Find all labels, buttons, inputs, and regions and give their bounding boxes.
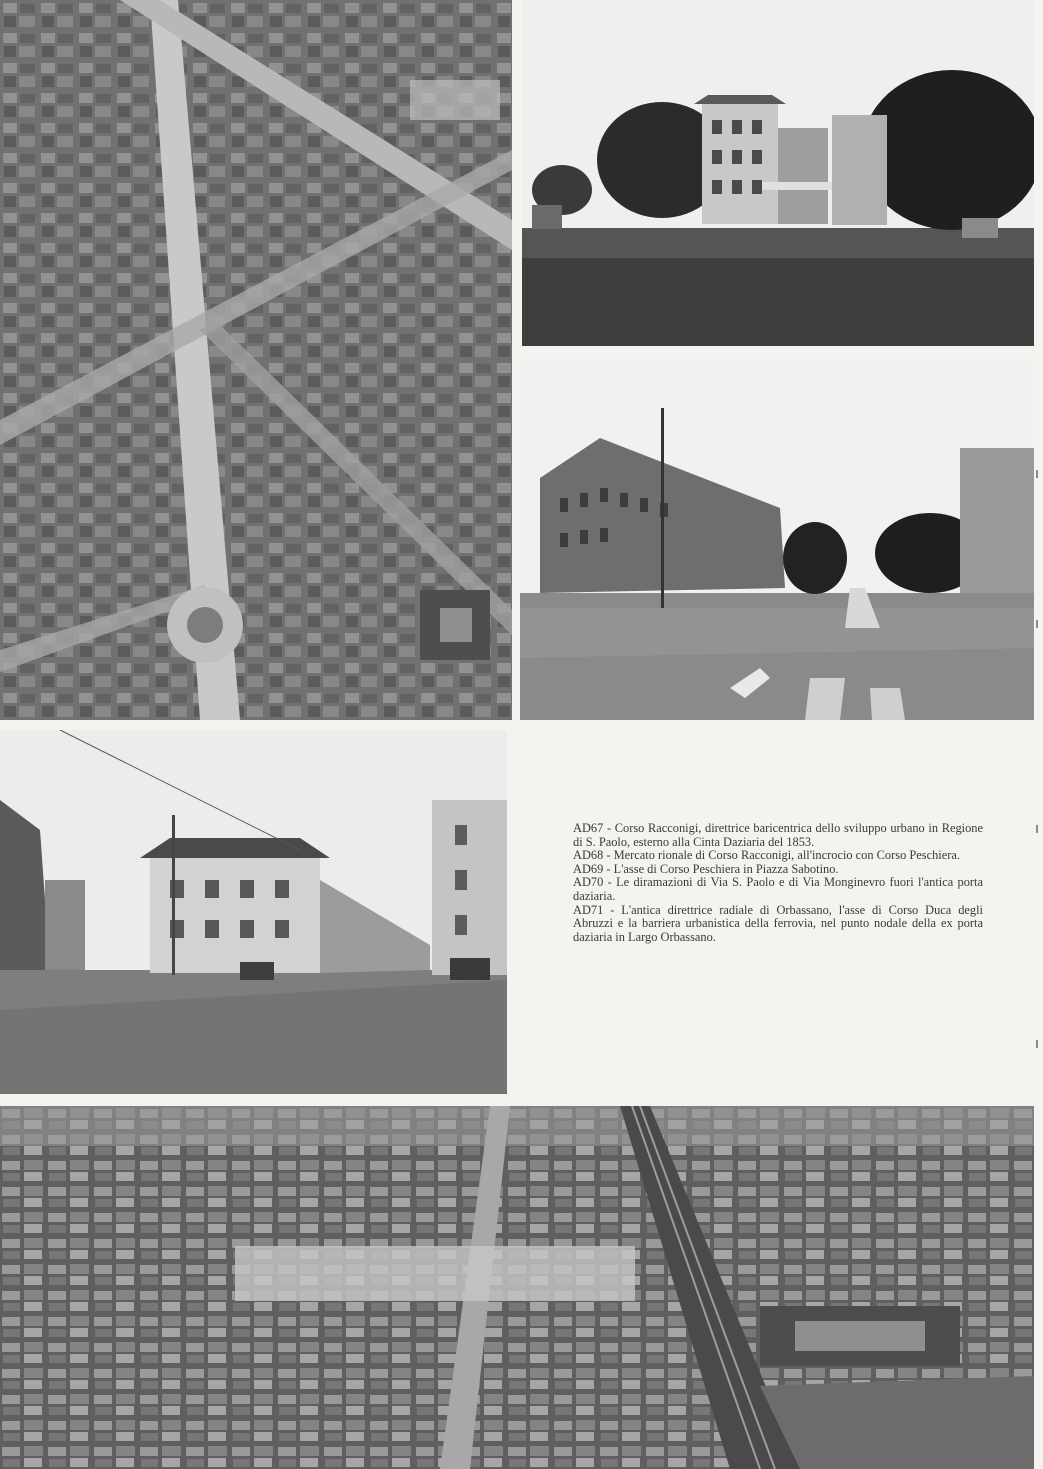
scan-edge-mark — [1036, 470, 1038, 478]
caption-code: AD70 — [573, 875, 604, 890]
caption-code: AD68 — [573, 848, 604, 863]
scan-edge-mark — [1036, 620, 1038, 628]
scan-edge-mark — [1036, 1040, 1038, 1048]
photo-ad67-aerial-corso-racconigi — [0, 0, 512, 720]
caption-text: Le diramazioni di Via S. Paolo e di Via Monginevro fuori l'antica porta daziaria. — [573, 875, 983, 903]
caption-text: L'asse di Corso Peschiera in Piazza Sabotino. — [613, 861, 839, 876]
caption-separator: - — [603, 875, 617, 890]
caption-text: Corso Racconigi, direttrice baricentrica dello sviluppo urbano in Regione di S. Paolo, esterno alla Cinta Daziaria del 1853. — [573, 821, 983, 849]
caption-text: L'antica direttrice radiale di Orbassano, l'asse di Corso Duca degli Abruzzi e la barriera urbanistica della ferrovia, nel punto nodale della ex porta daziaria in Largo Orbassano. — [573, 902, 983, 944]
scan-edge-mark — [1036, 825, 1038, 833]
figure-captions — [573, 822, 983, 944]
caption-separator: - — [603, 848, 614, 863]
caption-ad68 — [573, 849, 983, 863]
caption-code: AD71 — [573, 902, 604, 917]
caption-text: Mercato rionale di Corso Racconigi, all'incrocio con Corso Peschiera. — [613, 848, 960, 863]
caption-code: AD67 — [573, 821, 604, 835]
caption-ad67 — [573, 822, 983, 849]
caption-separator: - — [603, 902, 622, 917]
caption-code: AD69 — [573, 861, 604, 876]
caption-ad69 — [573, 863, 983, 877]
photo-ad70-via-san-paolo — [0, 730, 507, 1094]
caption-ad71 — [573, 904, 983, 945]
photo-ad71-aerial-largo-orbassano — [0, 1106, 1034, 1469]
caption-ad70 — [573, 876, 983, 903]
caption-separator: - — [603, 821, 615, 835]
photo-ad69-corso-peschiera — [520, 358, 1034, 720]
caption-separator: - — [603, 861, 614, 876]
photo-ad68-mercato-corso-racconigi — [522, 0, 1034, 346]
